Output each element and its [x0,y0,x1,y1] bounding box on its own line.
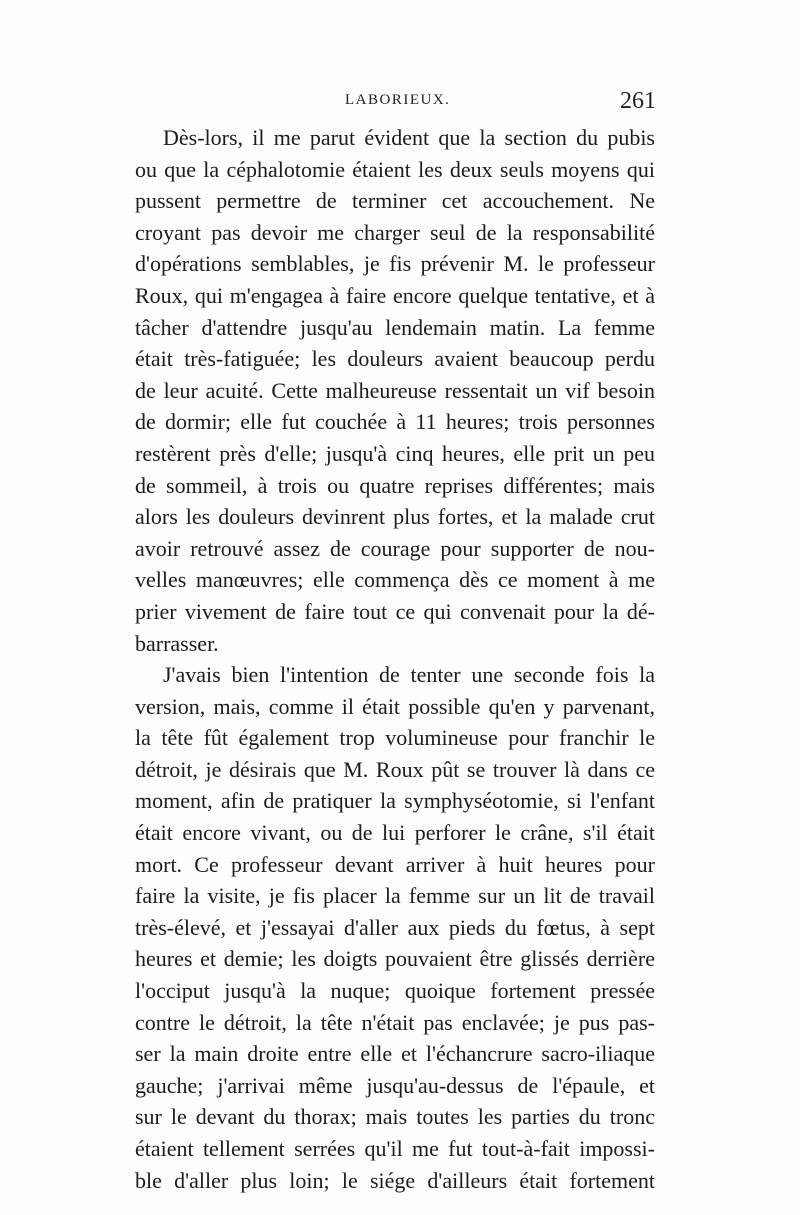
text-line: très-élevé, et j'essayai d'aller aux pieds du fœtus, à sept [135,914,655,940]
text-line: la tête fût également trop volumineuse pour franchir le [135,725,655,751]
text-line: gauche; j'arrivai même jusqu'au-dessus de l'épaule, et [135,1072,655,1098]
text-line: d'opérations semblables, je fis prévenir M. le professeur [135,251,655,277]
text-line: tâcher d'attendre jusqu'au lendemain matin. La femme [135,314,655,340]
text-line: était encore vivant, ou de lui perforer le crâne, s'il était [135,820,655,846]
text-line: faire la visite, je fis placer la femme sur un lit de travail [135,883,655,909]
text-line: l'occiput jusqu'à la nuque; quoique fortement pressée [135,978,655,1004]
running-title: LABORIEUX. [345,92,451,108]
text-line: mort. Ce professeur devant arriver à huit heures pour [135,851,655,877]
text-line: était très-fatiguée; les douleurs avaient beaucoup perdu [135,346,655,372]
text-line: de dormir; elle fut couchée à 11 heures; trois personnes [135,409,655,435]
page-number: 261 [620,88,656,114]
text-line: contre le détroit, la tête n'était pas enclavée; je pus pas- [135,1009,655,1035]
body-text [135,122,655,1196]
text-line: de leur acuité. Cette malheureuse ressentait un vif besoin [135,377,655,403]
text-line: barrasser. [135,630,219,656]
text-line: détroit, je désirais que M. Roux pût se trouver là dans ce [135,756,655,782]
text-line: sur le devant du thorax; mais toutes les parties du tronc [135,1104,655,1130]
text-line: alors les douleurs devinrent plus fortes, et la malade crut [135,504,655,530]
paragraph-2 [135,659,655,1196]
text-line: restèrent près d'elle; jusqu'à cinq heures, elle prit un peu [135,440,655,466]
text-line: étaient tellement serrées qu'il me fut tout-à-fait impossi- [135,1136,655,1161]
text-line: croyant pas devoir me charger seul de la responsabilité [135,219,655,245]
text-line: Roux, qui m'engagea à faire encore quelque tentative, et à [135,282,655,308]
text-line: velles manœuvres; elle commença dès ce moment à me [135,567,655,593]
text-line: ou que la céphalotomie étaient les deux seuls moyens qui [135,156,655,182]
text-line: avoir retrouvé assez de courage pour supporter de nou- [135,535,655,561]
text-line: ble d'aller plus loin; le siége d'ailleurs était fortement [135,1167,655,1193]
text-line: heures et demie; les doigts pouvaient être glissés derrière [135,946,655,972]
text-line: Dès-lors, il me parut évident que la section du pubis [163,125,655,150]
paragraph-1 [135,122,655,659]
text-line: de sommeil, à trois ou quatre reprises différentes; mais [135,472,655,498]
text-line: J'avais bien l'intention de tenter une seconde fois la [163,662,655,688]
text-line: moment, afin de pratiquer la symphyséotomie, si l'enfant [135,788,655,814]
text-line: prier vivement de faire tout ce qui convenait pour la dé- [135,598,655,624]
text-line: ser la main droite entre elle et l'échancrure sacro-iliaque [135,1041,655,1067]
text-line: pussent permettre de terminer cet accouchement. Ne [135,188,655,214]
text-line: version, mais, comme il était possible qu'en y parvenant, [135,693,655,719]
